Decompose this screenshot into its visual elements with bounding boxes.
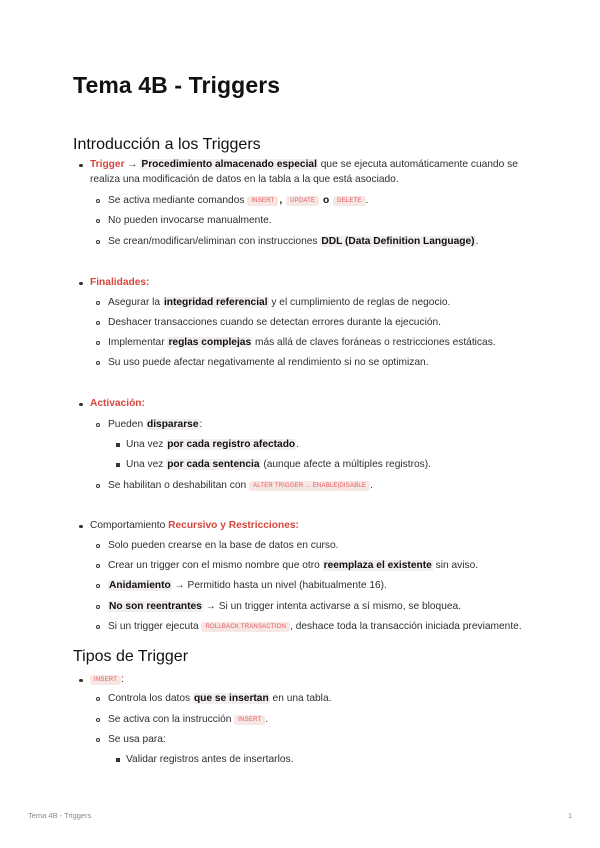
section-heading-intro: Introducción a los Triggers [73,136,261,153]
list-item: Una vez por cada registro afectado. [126,437,299,453]
list-item: Se usa para: [108,732,166,748]
code-insert: INSERT [90,675,121,685]
list-item: Activación: [90,396,145,412]
list-item: No pueden invocarse manualmente. [108,213,272,229]
code-rollback: ROLLBACK TRANSACTION [201,622,290,632]
list-item: INSERT : [90,672,124,688]
list-item: Validar registros antes de insertarlos. [126,752,293,768]
list-item: Solo pueden crearse en la base de datos en curso. [108,538,339,554]
code-insert: INSERT [247,196,278,206]
code-delete: DELETE [333,196,366,206]
list-item: No son reentrantes → Si un trigger intenta activarse a sí mismo, se bloquea. [108,599,461,615]
list-item: Asegurar la integridad referencial y el cumplimiento de reglas de negocio. [108,295,450,311]
footer-title: Tema 4B - Triggers [28,811,92,820]
list-item: Trigger → Procedimiento almacenado especial que se ejecuta automáticamente cuando se [90,157,518,173]
code-update: UPDATE [286,196,319,206]
code-alter-trigger: ALTER TRIGGER ... ENABLE|DISABLE [249,481,370,491]
list-item: Una vez por cada sentencia (aunque afecte a múltiples registros). [126,457,431,473]
list-item: Se habilitan o deshabilitan con ALTER TRIGGER ... ENABLE|DISABLE . [108,478,373,494]
list-item: Se activa con la instrucción INSERT . [108,712,268,728]
list-item: Se crean/modifican/eliminan con instrucciones DDL (Data Definition Language). [108,234,478,250]
list-item: Controla los datos que se insertan en una tabla. [108,691,331,707]
list-item: Se activa mediante comandos INSERT , UPDATE o DELETE . [108,193,368,209]
list-item: Si un trigger ejecuta ROLLBACK TRANSACTION , deshace toda la transacción iniciada previamente. [108,619,522,635]
section-heading-types: Tipos de Trigger [73,648,189,665]
list-item: Implementar reglas complejas más allá de claves foráneas o restricciones estáticas. [108,335,496,351]
list-item: Pueden dispararse: [108,417,202,433]
page-title: Tema 4B - Triggers [73,72,281,98]
list-item: Deshacer transacciones cuando se detectan errores durante la ejecución. [108,315,441,331]
page-number: 1 [568,811,573,820]
list-item: Anidamiento → Permitido hasta un nivel (habitualmente 16). [108,578,387,594]
list-item: Comportamiento Recursivo y Restricciones: [90,518,299,534]
list-item-continuation: realiza una modificación de datos en la tabla a la que está asociado. [90,174,399,185]
list-item: Crear un trigger con el mismo nombre que otro reemplaza el existente sin aviso. [108,558,478,574]
code-insert: INSERT [234,715,265,725]
list-item: Finalidades: [90,275,149,291]
list-item: Su uso puede afectar negativamente al rendimiento si no se optimizan. [108,355,429,371]
